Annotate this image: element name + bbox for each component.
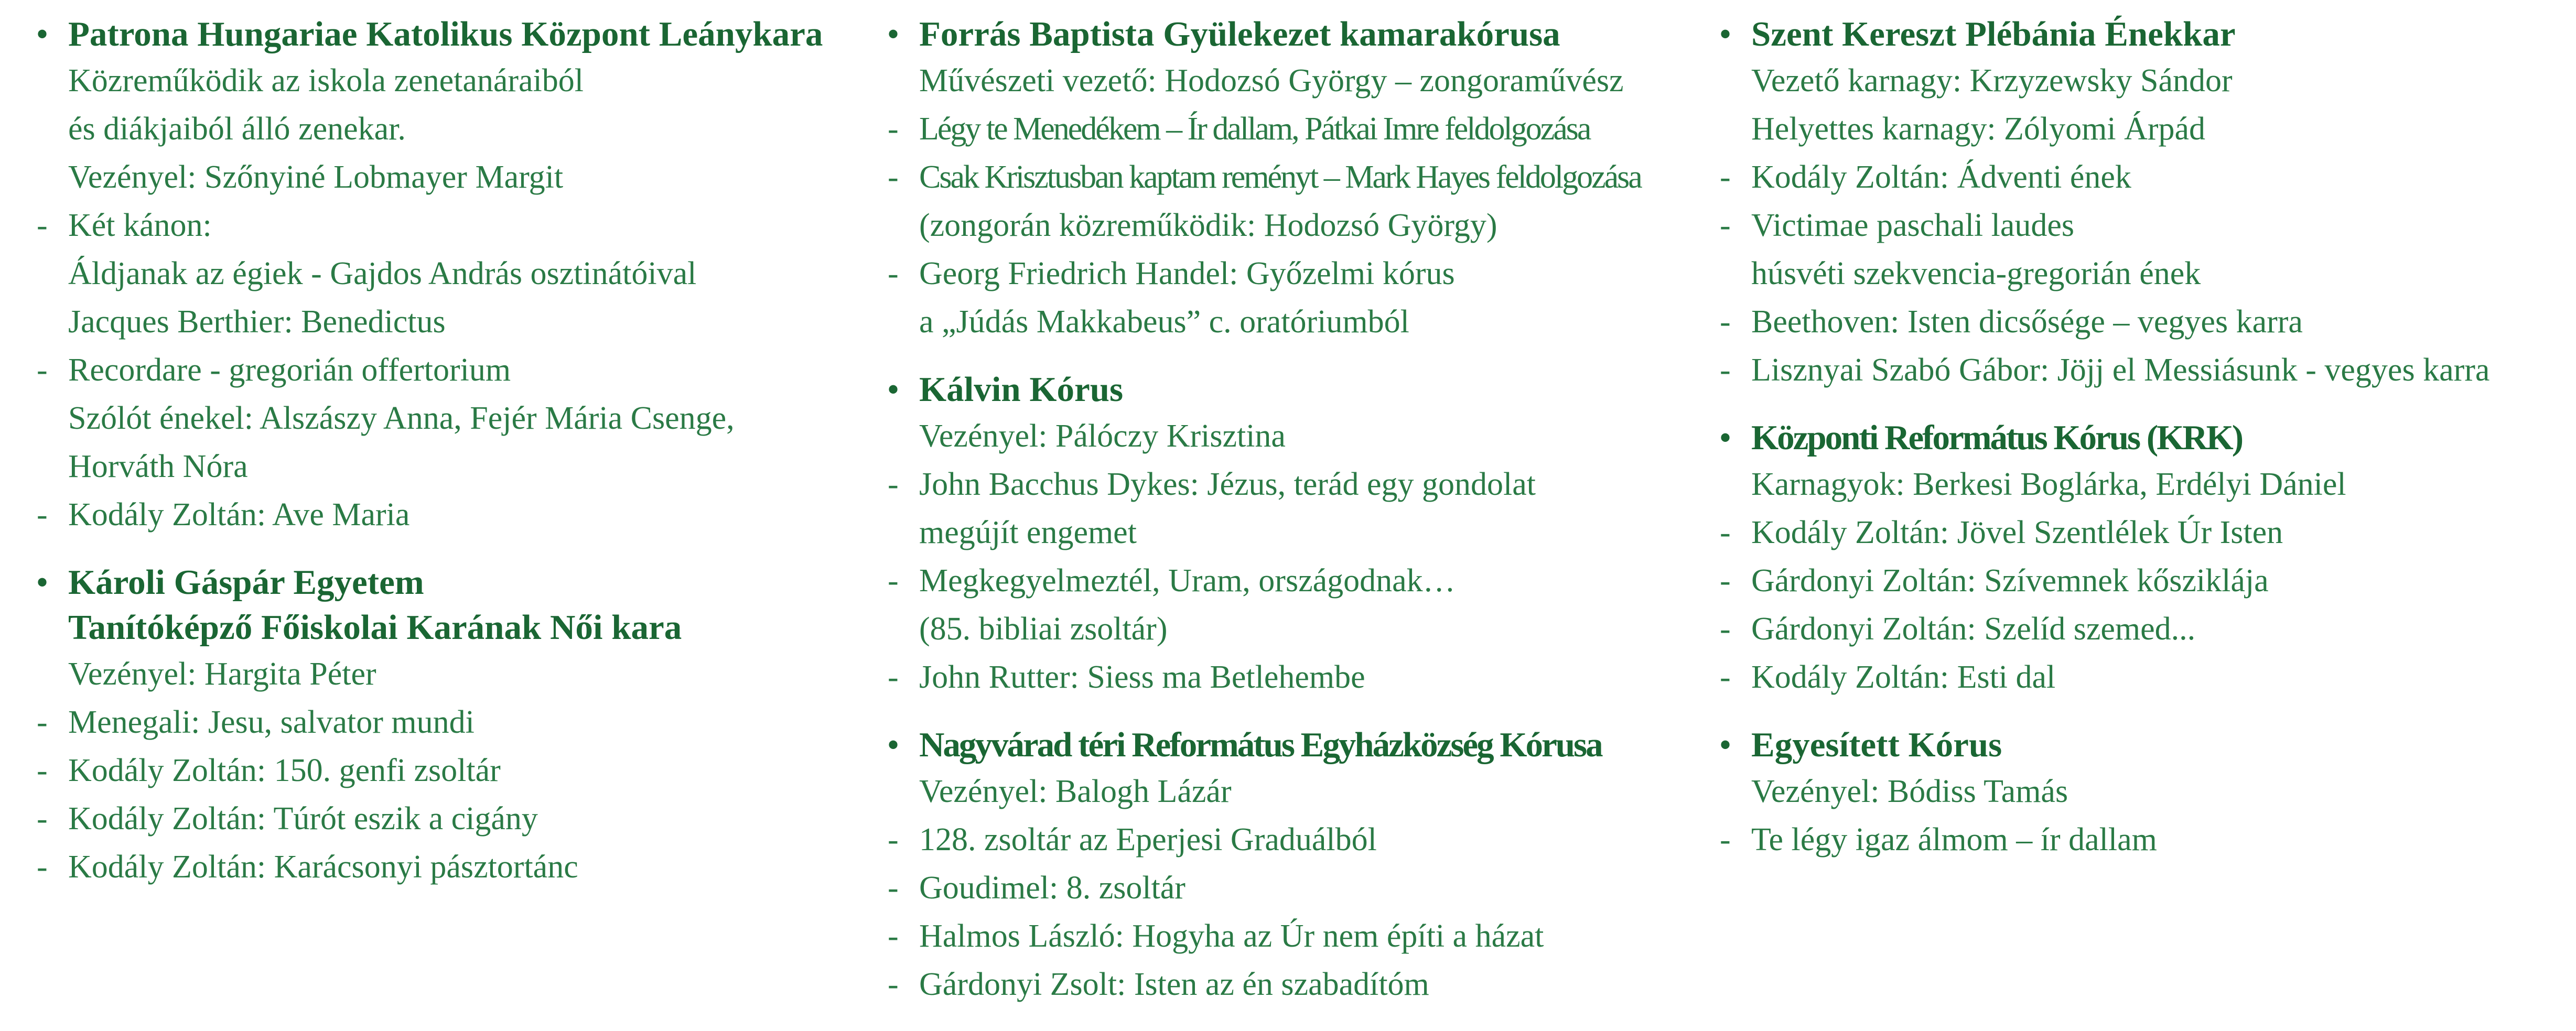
program-piece xyxy=(888,249,1706,298)
line-text: Szólót énekel: Alszászy Anna, Fejér Mária Csenge, xyxy=(68,400,735,436)
dash-marker: - xyxy=(37,753,48,788)
line-text: John Bacchus Dykes: Jézus, terád egy gondolat xyxy=(919,466,1536,502)
line-text: Kodály Zoltán: 150. genfi zsoltár xyxy=(68,753,501,788)
choir-block xyxy=(888,722,1706,1008)
line-text: Gárdonyi Zsolt: Isten az én szabadítóm xyxy=(919,967,1429,1002)
line-text: Gárdonyi Zoltán: Szelíd szemed... xyxy=(1751,611,2196,647)
line-text: Csak Krisztusban kaptam reményt – Mark Hayes feldolgozása xyxy=(919,159,1641,195)
dash-marker: - xyxy=(888,870,899,906)
line-text: Vezényel: Pálóczy Krisztina xyxy=(919,418,1286,454)
program-piece xyxy=(1720,557,2569,605)
program-note xyxy=(37,249,855,298)
line-text: Vezényel: Szőnyiné Lobmayer Margit xyxy=(68,159,564,195)
dash-marker: - xyxy=(1720,659,1731,695)
choir-heading xyxy=(1720,722,2569,767)
program-note xyxy=(37,442,855,491)
program-piece xyxy=(37,698,855,746)
line-text: Vezényel: Bódiss Tamás xyxy=(1751,774,2068,809)
program-piece xyxy=(888,653,1706,701)
line-text: Helyettes karnagy: Zólyomi Árpád xyxy=(1751,111,2206,147)
bullet-icon: • xyxy=(37,565,48,600)
line-text: és diákjaiból álló zenekar. xyxy=(68,111,406,147)
program-piece xyxy=(1720,605,2569,653)
bullet-icon: • xyxy=(888,17,899,51)
program-note xyxy=(1720,767,2569,816)
line-text: Légy te Menedékem – Ír dallam, Pátkai Imre feldolgozása xyxy=(919,111,1590,147)
program-piece xyxy=(888,960,1706,1008)
line-text: Gárdonyi Zoltán: Szívemnek kősziklája xyxy=(1751,563,2269,599)
program-note xyxy=(1720,57,2569,105)
choir-name: Károli Gáspár Egyetem xyxy=(68,563,424,602)
program-column-1 xyxy=(37,12,855,912)
choir-name: Nagyvárad téri Református Egyházközség Kórusa xyxy=(919,725,1602,764)
bullet-icon: • xyxy=(1720,420,1730,455)
line-text: Megkegyelmeztél, Uram, országodnak… xyxy=(919,563,1456,599)
dash-marker: - xyxy=(37,208,48,243)
line-text: húsvéti szekvencia-gregorián ének xyxy=(1751,256,2201,291)
choir-block xyxy=(37,560,855,891)
line-text: (85. bibliai zsoltár) xyxy=(919,611,1168,647)
line-text: Te légy igaz álmom – ír dallam xyxy=(1751,822,2157,858)
program-note xyxy=(37,57,855,105)
program-piece xyxy=(37,201,855,249)
program-piece xyxy=(888,153,1706,201)
program-piece xyxy=(1720,508,2569,557)
line-text: Goudimel: 8. zsoltár xyxy=(919,870,1185,906)
program-piece xyxy=(1720,653,2569,701)
dash-marker: - xyxy=(37,849,48,885)
program-piece xyxy=(37,746,855,795)
line-text: Lisznyai Szabó Gábor: Jöjj el Messiásunk - vegyes karra xyxy=(1751,352,2490,388)
program-note xyxy=(888,201,1706,249)
dash-marker: - xyxy=(888,659,899,695)
dash-marker: - xyxy=(37,704,48,740)
program-piece xyxy=(37,491,855,539)
line-text: Két kánon: xyxy=(68,208,212,243)
line-text: Kodály Zoltán: Esti dal xyxy=(1751,659,2056,695)
line-text: Vezényel: Hargita Péter xyxy=(68,656,376,692)
bullet-icon: • xyxy=(37,17,48,51)
choir-heading xyxy=(888,367,1706,412)
choir-name: Forrás Baptista Gyülekezet kamarakórusa xyxy=(919,15,1560,53)
choir-heading xyxy=(1720,12,2569,57)
choir-name: Patrona Hungariae Katolikus Központ Leánykara xyxy=(68,15,823,53)
choir-name: Kálvin Kórus xyxy=(919,370,1124,409)
choir-name: Szent Kereszt Plébánia Énekkar xyxy=(1751,15,2236,53)
choir-name: Egyesített Kórus xyxy=(1751,725,2002,764)
choir-heading xyxy=(37,560,855,650)
bullet-icon: • xyxy=(1720,17,1731,51)
program-piece xyxy=(888,816,1706,864)
program-piece xyxy=(1720,153,2569,201)
program-piece xyxy=(37,843,855,891)
program-note xyxy=(37,394,855,442)
dash-marker: - xyxy=(888,563,899,599)
program-note xyxy=(888,57,1706,105)
dash-marker: - xyxy=(1720,208,1731,243)
program-piece xyxy=(888,864,1706,912)
line-text: Művészeti vezető: Hodozsó György – zongoraművész xyxy=(919,63,1624,99)
choir-name: Tanítóképző Főiskolai Karának Női kara xyxy=(68,608,682,647)
dash-marker: - xyxy=(1720,304,1731,340)
program-note xyxy=(37,298,855,346)
program-piece xyxy=(888,105,1706,153)
dash-marker: - xyxy=(888,111,897,147)
line-text: Beethoven: Isten dicsősége – vegyes karra xyxy=(1751,304,2303,340)
dash-marker: - xyxy=(37,801,48,837)
program-piece xyxy=(888,557,1706,605)
dash-marker: - xyxy=(888,918,899,954)
program-piece xyxy=(1720,816,2569,864)
program-note xyxy=(37,105,855,153)
dash-marker: - xyxy=(888,466,899,502)
program-note xyxy=(37,650,855,698)
choir-block xyxy=(888,12,1706,346)
choir-heading xyxy=(1720,415,2569,460)
dash-marker: - xyxy=(1720,822,1731,858)
line-text: (zongorán közreműködik: Hodozsó György) xyxy=(919,208,1497,243)
line-text: Horváth Nóra xyxy=(68,449,248,484)
dash-marker: - xyxy=(1720,159,1731,195)
dash-marker: - xyxy=(37,352,48,388)
dash-marker: - xyxy=(37,497,48,533)
program-note xyxy=(1720,249,2569,298)
program-piece xyxy=(888,460,1706,508)
dash-marker: - xyxy=(888,822,899,858)
program-note xyxy=(888,508,1706,557)
dash-marker: - xyxy=(1720,611,1731,647)
bullet-icon: • xyxy=(888,728,898,762)
line-text: Jacques Berthier: Benedictus xyxy=(68,304,446,340)
choir-heading xyxy=(37,12,855,57)
dash-marker: - xyxy=(888,967,899,1002)
bullet-icon: • xyxy=(1720,728,1731,762)
program-piece xyxy=(1720,298,2569,346)
line-text: Kodály Zoltán: Karácsonyi pásztortánc xyxy=(68,849,578,885)
program-note xyxy=(888,605,1706,653)
line-text: Halmos László: Hogyha az Úr nem építi a házat xyxy=(919,918,1544,954)
line-text: Georg Friedrich Handel: Győzelmi kórus xyxy=(919,256,1455,291)
program-piece xyxy=(1720,346,2569,394)
choir-block xyxy=(37,12,855,539)
program-note xyxy=(888,412,1706,460)
line-text: Recordare - gregorián offertorium xyxy=(68,352,511,388)
program-column-2 xyxy=(888,12,1706,1029)
program-piece xyxy=(1720,201,2569,249)
program-note xyxy=(1720,460,2569,508)
line-text: Vezényel: Balogh Lázár xyxy=(919,774,1232,809)
program-piece xyxy=(37,346,855,394)
line-text: a „Júdás Makkabeus” c. oratóriumból xyxy=(919,304,1409,340)
program-note xyxy=(888,767,1706,816)
program-piece xyxy=(888,912,1706,960)
line-text: Áldjanak az égiek - Gajdos András osztinátóival xyxy=(68,256,697,291)
line-text: Victimae paschali laudes xyxy=(1751,208,2075,243)
bullet-icon: • xyxy=(888,372,899,407)
line-text: John Rutter: Siess ma Betlehembe xyxy=(919,659,1365,695)
line-text: Menegali: Jesu, salvator mundi xyxy=(68,704,475,740)
line-text: Vezető karnagy: Krzyzewsky Sándor xyxy=(1751,63,2233,99)
choir-block xyxy=(1720,415,2569,701)
program-note xyxy=(888,298,1706,346)
program-note xyxy=(37,153,855,201)
dash-marker: - xyxy=(1720,563,1731,599)
choir-block xyxy=(888,367,1706,701)
dash-marker: - xyxy=(1720,515,1731,550)
choir-block xyxy=(1720,12,2569,394)
line-text: Kodály Zoltán: Jövel Szentlélek Úr Isten xyxy=(1751,515,2283,550)
choir-name: Központi Református Kórus (KRK) xyxy=(1751,418,2243,457)
choir-heading xyxy=(888,12,1706,57)
choir-block xyxy=(1720,722,2569,864)
program-note xyxy=(1720,105,2569,153)
line-text: Kodály Zoltán: Ave Maria xyxy=(68,497,410,533)
dash-marker: - xyxy=(888,256,899,291)
line-text: Kodály Zoltán: Ádventi ének xyxy=(1751,159,2131,195)
line-text: Karnagyok: Berkesi Boglárka, Erdélyi Dániel xyxy=(1751,466,2346,502)
line-text: Kodály Zoltán: Túrót eszik a cigány xyxy=(68,801,538,837)
dash-marker: - xyxy=(888,159,897,195)
line-text: megújít engemet xyxy=(919,515,1137,550)
line-text: Közreműködik az iskola zenetanáraiból xyxy=(68,63,584,99)
choir-heading xyxy=(888,722,1706,767)
program-piece xyxy=(37,795,855,843)
program-column-3 xyxy=(1720,12,2569,885)
line-text: 128. zsoltár az Eperjesi Graduálból xyxy=(919,822,1377,858)
dash-marker: - xyxy=(1720,352,1731,388)
